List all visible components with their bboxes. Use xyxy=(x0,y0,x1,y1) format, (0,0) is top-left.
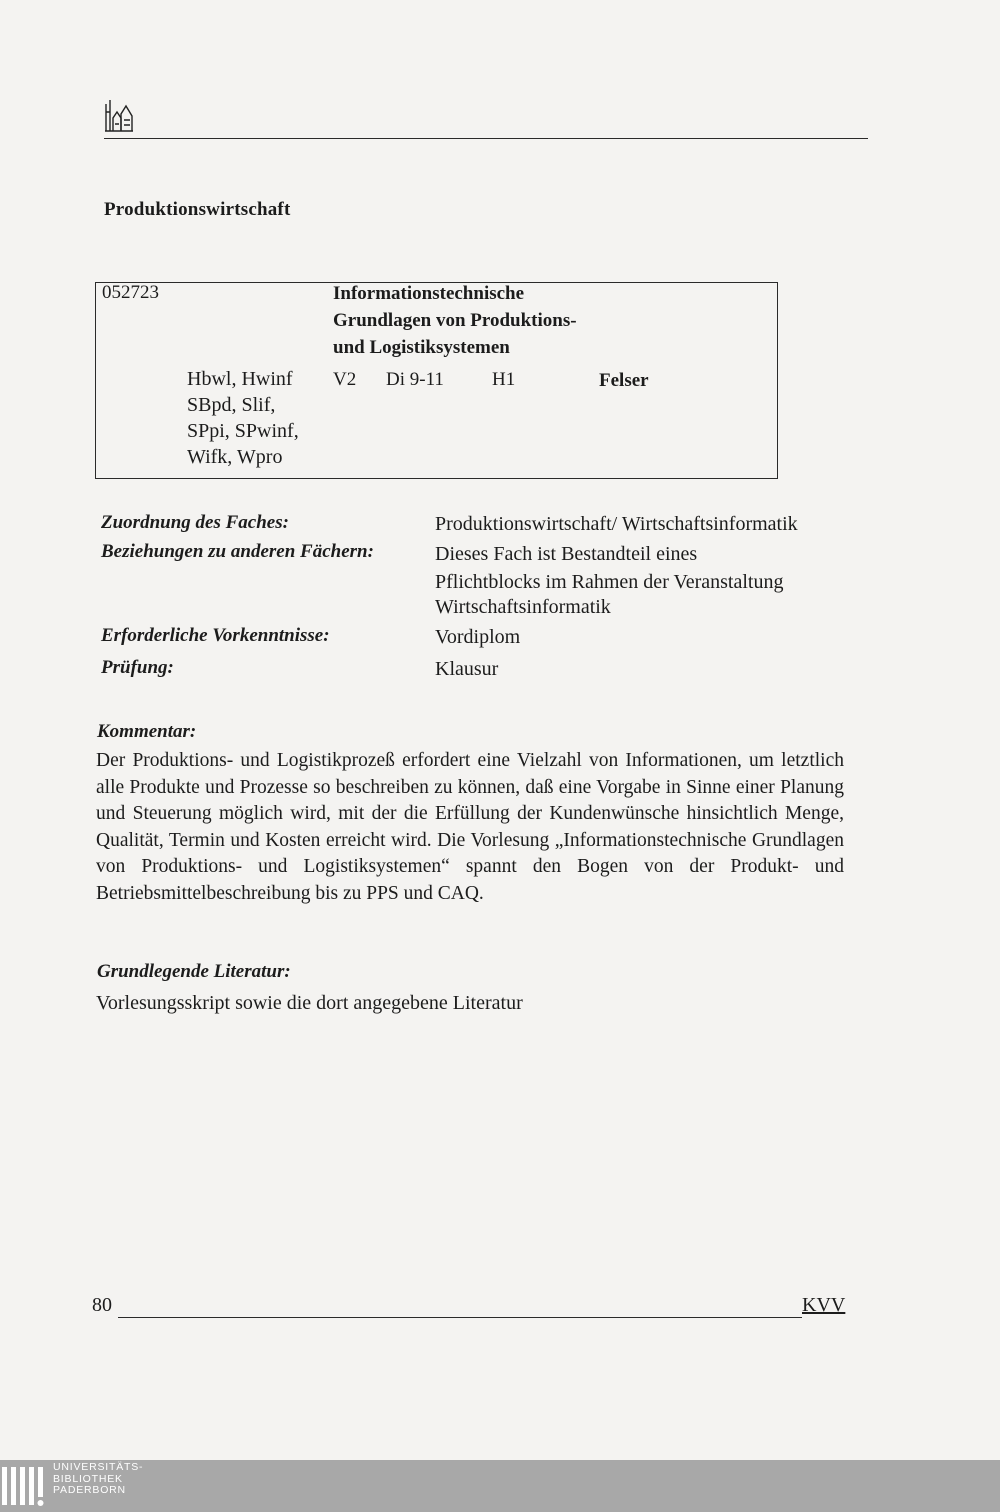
course-lecturer: Felser xyxy=(599,370,649,391)
university-logo-icon xyxy=(104,98,134,132)
course-time: Di 9-11 xyxy=(386,369,444,390)
page-number: 80 xyxy=(92,1294,112,1316)
footer-code: KVV xyxy=(802,1294,846,1316)
program-list-line: Wifk, Wpro xyxy=(187,446,283,468)
exam-label: Prüfung: xyxy=(101,657,174,678)
program-list-line: SBpd, Slif, xyxy=(187,394,276,416)
library-watermark-band xyxy=(0,1460,1000,1512)
library-name-line: BIBLIOTHEK xyxy=(53,1472,123,1485)
prerequisites-label: Erforderliche Vorkenntnisse: xyxy=(101,625,330,646)
course-type: V2 xyxy=(333,369,357,390)
comment-text: Der Produktions- und Logistikprozeß erfordert eine Vielzahl von Informationen, um letztlich alle Produkte und Prozesse so beschreiben zu können, daß eine Vorgabe in Sinne einer Planung und Steuerung möglich wird, mit der die Erfüllung der Kundenwünsche hinsichtlich Menge, Qualität, Termin und Kosten erreicht wird. Die Vorlesung „Informationstechnische Grundlagen von Produktions- und Logistiksystemen“ spannt den Bogen von der Produkt- und Betriebsmittelbeschreibung bis zu PPS und CAQ. xyxy=(96,750,844,904)
course-title-line: Informationstechnische xyxy=(333,283,525,304)
course-room: H1 xyxy=(492,369,516,390)
literature-heading: Grundlegende Literatur: xyxy=(97,961,291,982)
program-list-line: SPpi, SPwinf, xyxy=(187,420,299,442)
library-name-line: PADERBORN xyxy=(53,1484,126,1496)
library-name-line: UNIVERSITÄTS- xyxy=(53,1461,144,1473)
library-logo-icon xyxy=(2,1463,48,1509)
relations-value-line: Dieses Fach ist Bestandteil eines xyxy=(435,543,698,565)
comment-heading: Kommentar: xyxy=(97,721,197,742)
relations-label: Beziehungen zu anderen Fächern: xyxy=(101,541,374,562)
section-title: Produktionswirtschaft xyxy=(104,199,291,220)
course-number: 052723 xyxy=(102,282,159,303)
assignment-value: Produktionswirtschaft/ Wirtschaftsinformatik xyxy=(435,513,798,535)
literature-text: Vorlesungsskript sowie die dort angegebene Literatur xyxy=(96,992,523,1014)
relations-value-line: Wirtschaftsinformatik xyxy=(435,596,611,618)
prerequisites-value: Vordiplom xyxy=(435,626,521,648)
course-title-line: und Logistiksystemen xyxy=(333,337,510,358)
header-rule xyxy=(104,138,868,139)
relations-value-line: Pflichtblocks im Rahmen der Veranstaltung xyxy=(435,571,784,593)
assignment-label: Zuordnung des Faches: xyxy=(101,512,289,533)
library-name xyxy=(53,1462,143,1497)
course-title-line: Grundlagen von Produktions- xyxy=(333,310,577,331)
footer-rule xyxy=(118,1317,802,1318)
program-list-line: Hbwl, Hwinf xyxy=(187,368,293,390)
exam-value: Klausur xyxy=(435,658,499,680)
